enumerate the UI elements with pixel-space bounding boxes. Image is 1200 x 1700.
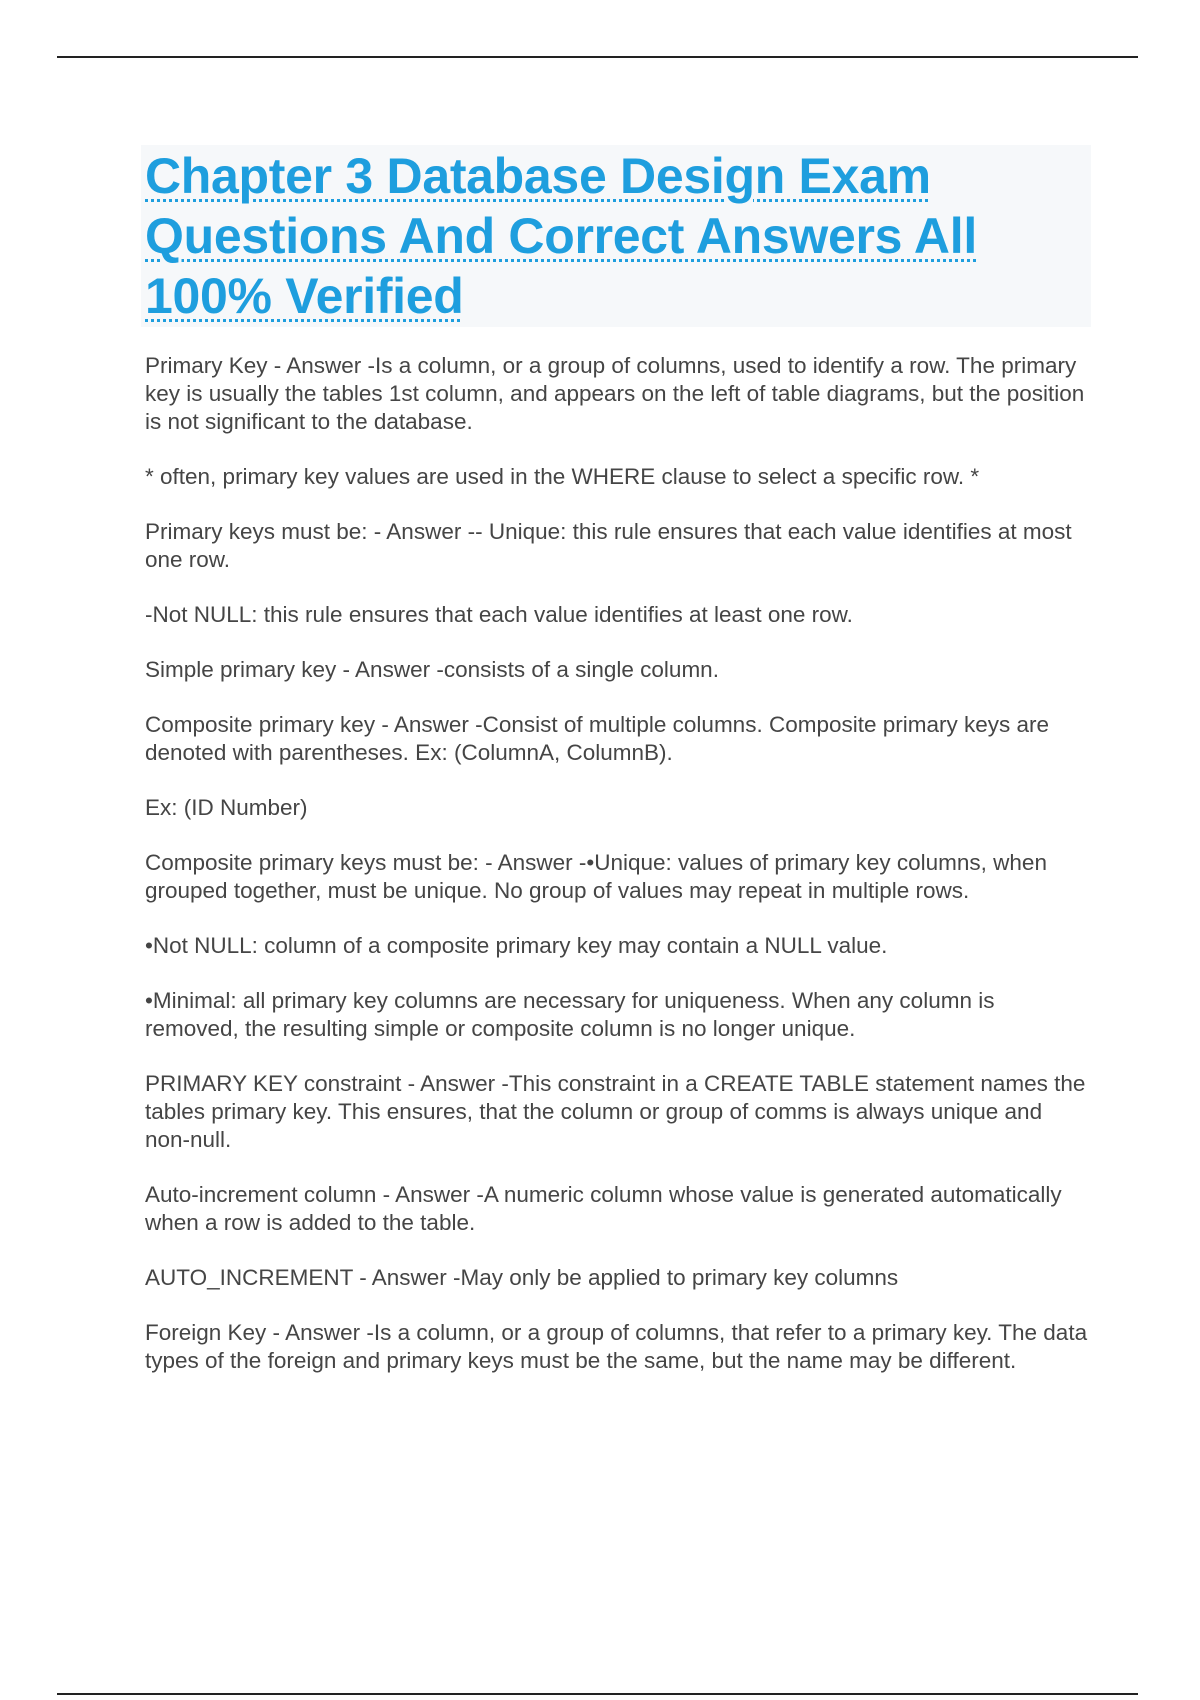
paragraph: Primary Key - Answer -Is a column, or a group of columns, used to identify a row. The primary key is usually the tables 1st column, and appears on the left of table diagrams, but the position is not significant to the database.	[145, 353, 1085, 434]
paragraph: PRIMARY KEY constraint - Answer -This constraint in a CREATE TABLE statement names the tables primary key. This ensures, that the column or group of comms is always unique and non-null.	[145, 1071, 1086, 1152]
document-title	[145, 146, 1085, 326]
paragraph: * often, primary key values are used in the WHERE clause to select a specific row. *	[145, 464, 980, 489]
paragraph: Composite primary key - Answer -Consist of multiple columns. Composite primary keys are denoted with parentheses. Ex: (ColumnA, ColumnB).	[145, 712, 1050, 765]
paragraph: Composite primary keys must be: - Answer -•Unique: values of primary key columns, when grouped together, must be unique. No group of values may repeat in multiple rows.	[145, 850, 1047, 903]
header-rule	[57, 56, 1138, 58]
paragraph: Simple primary key - Answer -consists of a single column.	[145, 657, 719, 682]
paragraph: Auto-increment column - Answer -A numeric column whose value is generated automatically when a row is added to the table.	[145, 1182, 1062, 1235]
paragraph: Foreign Key - Answer -Is a column, or a group of columns, that refer to a primary key. The data types of the foreign and primary keys must be the same, but the name may be different.	[145, 1320, 1088, 1373]
paragraph: •Not NULL: column of a composite primary key may contain a NULL value.	[145, 933, 888, 958]
paragraph: -Not NULL: this rule ensures that each value identifies at least one row.	[145, 602, 853, 627]
footer-rule	[57, 1693, 1138, 1695]
document-body	[145, 352, 1090, 1402]
paragraph: Ex: (ID Number)	[145, 795, 308, 820]
paragraph: •Minimal: all primary key columns are necessary for uniqueness. When any column is removed, the resulting simple or composite column is no longer unique.	[145, 988, 995, 1041]
paragraph: Primary keys must be: - Answer -- Unique: this rule ensures that each value identifies at most one row.	[145, 519, 1072, 572]
paragraph: AUTO_INCREMENT - Answer -May only be applied to primary key columns	[145, 1265, 899, 1290]
document-title-link[interactable]: Chapter 3 Database Design Exam Questions And Correct Answers All 100% Verified	[145, 148, 977, 324]
